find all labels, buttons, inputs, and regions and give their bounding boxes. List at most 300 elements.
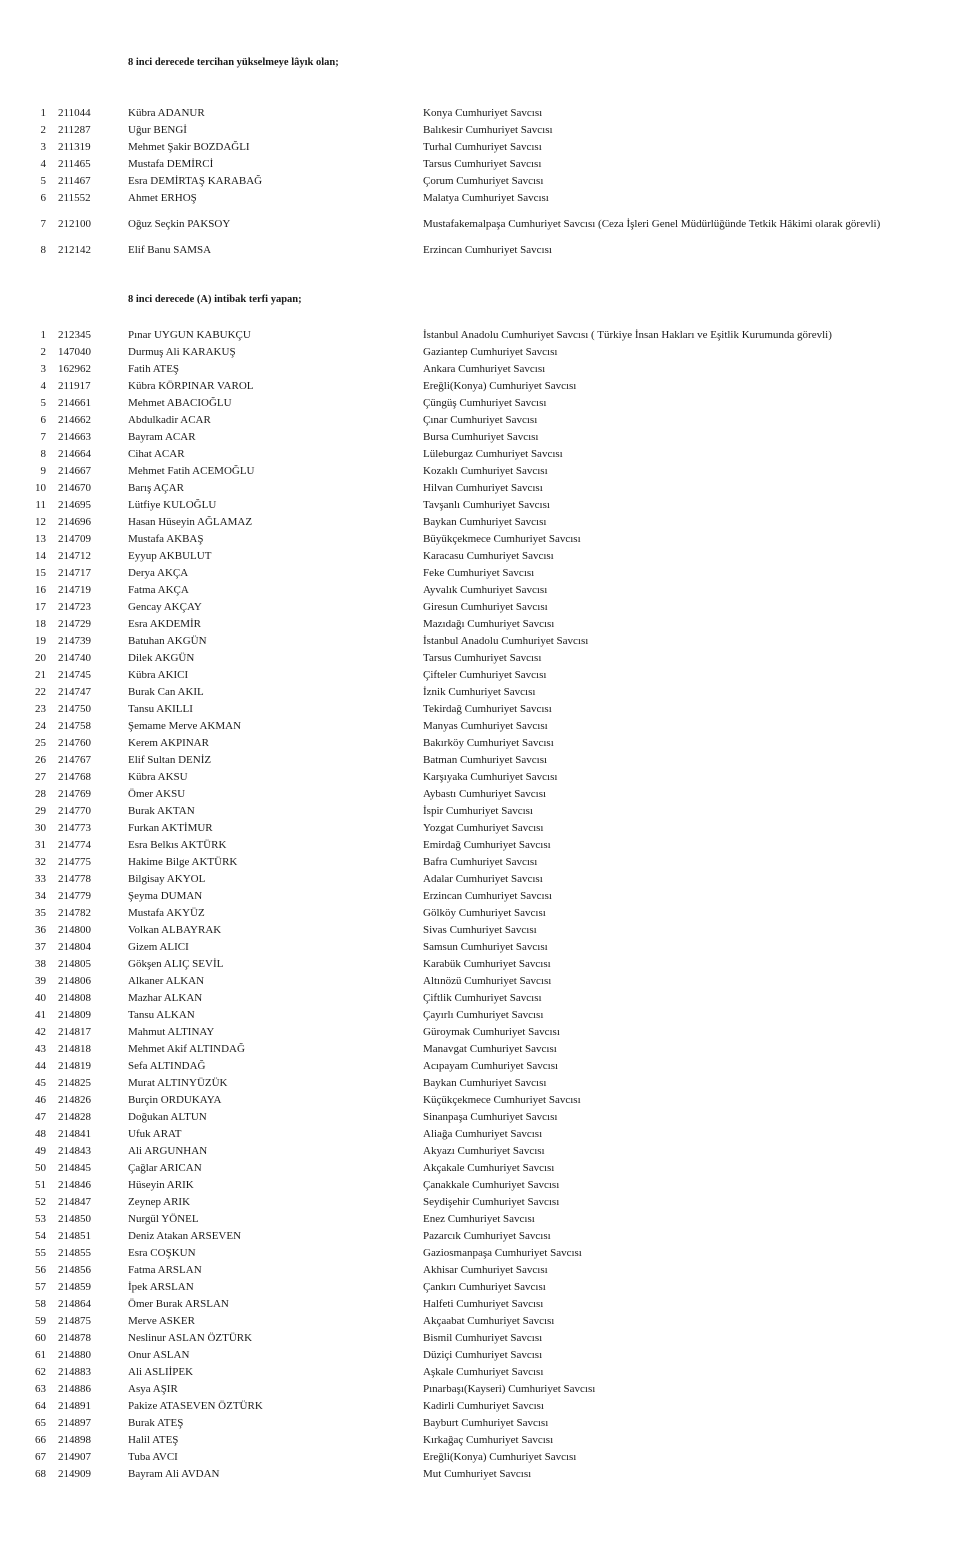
office-title: Erzincan Cumhuriyet Savcısı: [423, 244, 552, 256]
table-row: [0, 156, 960, 173]
table-row: [0, 1313, 960, 1330]
row-number: 53: [35, 1213, 46, 1225]
row-number: 7: [40, 431, 46, 443]
office-title: Çınar Cumhuriyet Savcısı: [423, 414, 538, 426]
person-name: Ali ASLIİPEK: [128, 1366, 194, 1378]
office-title: Balıkesir Cumhuriyet Savcısı: [423, 124, 553, 136]
office-title: Manyas Cumhuriyet Savcısı: [423, 720, 548, 732]
office-title: Ereğli(Konya) Cumhuriyet Savcısı: [423, 1451, 577, 1463]
row-number: 9: [40, 465, 46, 477]
table-row: [0, 905, 960, 922]
registry-number: 214779: [58, 890, 91, 902]
table-row: [0, 1092, 960, 1109]
registry-number: 214760: [58, 737, 91, 749]
table-row: [0, 1058, 960, 1075]
office-title: Kırkağaç Cumhuriyet Savcısı: [423, 1434, 554, 1446]
office-title: Yozgat Cumhuriyet Savcısı: [423, 822, 544, 834]
registry-number: 214745: [58, 669, 91, 681]
registry-number: 214667: [58, 465, 91, 477]
person-name: Fatma AKÇA: [128, 584, 189, 596]
table-row: [0, 735, 960, 752]
row-number: 3: [40, 141, 46, 153]
office-title: Giresun Cumhuriyet Savcısı: [423, 601, 548, 613]
office-title: Gölköy Cumhuriyet Savcısı: [423, 907, 546, 919]
registry-number: 214806: [58, 975, 91, 987]
row-number: 40: [35, 992, 46, 1004]
registry-number: 214719: [58, 584, 91, 596]
registry-number: 214851: [58, 1230, 91, 1242]
table-row: [0, 1041, 960, 1058]
office-title: İspir Cumhuriyet Savcısı: [423, 805, 533, 817]
row-number: 12: [35, 516, 46, 528]
registry-number: 214664: [58, 448, 91, 460]
registry-number: 214739: [58, 635, 91, 647]
office-title: Mazıdağı Cumhuriyet Savcısı: [423, 618, 555, 630]
person-name: Gökşen ALIÇ SEVİL: [128, 958, 224, 970]
office-title: Akçaabat Cumhuriyet Savcısı: [423, 1315, 555, 1327]
table-row: [0, 1381, 960, 1398]
registry-number: 214805: [58, 958, 91, 970]
office-title: Kadirli Cumhuriyet Savcısı: [423, 1400, 544, 1412]
row-number: 8: [40, 448, 46, 460]
table-row: [0, 1143, 960, 1160]
person-name: Volkan ALBAYRAK: [128, 924, 222, 936]
registry-number: 214878: [58, 1332, 91, 1344]
registry-number: 214843: [58, 1145, 91, 1157]
registry-number: 214804: [58, 941, 91, 953]
row-number: 29: [35, 805, 46, 817]
person-name: Doğukan ALTUN: [128, 1111, 207, 1123]
registry-number: 214898: [58, 1434, 91, 1446]
person-name: Hasan Hüseyin AĞLAMAZ: [128, 516, 253, 528]
section2-heading: 8 inci derecede (A) intibak terfi yapan;: [128, 294, 302, 305]
office-title: İstanbul Anadolu Cumhuriyet Savcısı: [423, 635, 589, 647]
table-row: [0, 820, 960, 837]
office-title: Aşkale Cumhuriyet Savcısı: [423, 1366, 544, 1378]
registry-number: 162962: [58, 363, 91, 375]
person-name: Ali ARGUNHAN: [128, 1145, 208, 1157]
row-number: 44: [35, 1060, 46, 1072]
table-row: [0, 1024, 960, 1041]
registry-number: 214845: [58, 1162, 91, 1174]
person-name: Bilgisay AKYOL: [128, 873, 206, 885]
table-row: [0, 216, 960, 233]
person-name: Nurgül YÖNEL: [128, 1213, 199, 1225]
person-name: Elif Sultan DENİZ: [128, 754, 212, 766]
office-title: Sivas Cumhuriyet Savcısı: [423, 924, 537, 936]
registry-number: 214875: [58, 1315, 91, 1327]
registry-number: 211467: [58, 175, 91, 187]
person-name: Ömer AKSU: [128, 788, 186, 800]
row-number: 48: [35, 1128, 46, 1140]
table-row: [0, 718, 960, 735]
row-number: 13: [35, 533, 46, 545]
person-name: Mustafa AKBAŞ: [128, 533, 204, 545]
registry-number: 214767: [58, 754, 91, 766]
row-number: 8: [40, 244, 46, 256]
row-number: 59: [35, 1315, 46, 1327]
table-row: [0, 1364, 960, 1381]
table-row: [0, 242, 960, 259]
table-row: [0, 514, 960, 531]
table-row: [0, 480, 960, 497]
table-row: [0, 344, 960, 361]
office-title: Ayvalık Cumhuriyet Savcısı: [423, 584, 548, 596]
registry-number: 214758: [58, 720, 91, 732]
row-number: 63: [35, 1383, 46, 1395]
registry-number: 212100: [58, 218, 91, 230]
registry-number: 211287: [58, 124, 91, 136]
person-name: Çağlar ARICAN: [128, 1162, 202, 1174]
table-row: [0, 139, 960, 156]
registry-number: 214712: [58, 550, 91, 562]
person-name: Mahmut ALTINAY: [128, 1026, 215, 1038]
table-row: [0, 701, 960, 718]
office-title: Gaziantep Cumhuriyet Savcısı: [423, 346, 558, 358]
office-title: Gaziosmanpaşa Cumhuriyet Savcısı: [423, 1247, 582, 1259]
registry-number: 214740: [58, 652, 91, 664]
registry-number: 214907: [58, 1451, 91, 1463]
table-row: [0, 990, 960, 1007]
person-name: Burçin ORDUKAYA: [128, 1094, 222, 1106]
office-title: Düziçi Cumhuriyet Savcısı: [423, 1349, 543, 1361]
office-title: Acıpayam Cumhuriyet Savcısı: [423, 1060, 559, 1072]
table-row: [0, 1347, 960, 1364]
registry-number: 214778: [58, 873, 91, 885]
person-name: Bayram Ali AVDAN: [128, 1468, 220, 1480]
person-name: Gizem ALICI: [128, 941, 189, 953]
row-number: 2: [40, 346, 46, 358]
row-number: 32: [35, 856, 46, 868]
registry-number: 214747: [58, 686, 91, 698]
office-title: Erzincan Cumhuriyet Savcısı: [423, 890, 552, 902]
table-row: [0, 1177, 960, 1194]
registry-number: 214859: [58, 1281, 91, 1293]
office-title: Karacasu Cumhuriyet Savcısı: [423, 550, 554, 562]
table-row: [0, 1449, 960, 1466]
table-row: [0, 378, 960, 395]
row-number: 65: [35, 1417, 46, 1429]
person-name: Mustafa DEMİRCİ: [128, 158, 214, 170]
registry-number: 211552: [58, 192, 91, 204]
row-number: 5: [40, 175, 46, 187]
office-title: Tarsus Cumhuriyet Savcısı: [423, 158, 542, 170]
row-number: 66: [35, 1434, 46, 1446]
office-title: İstanbul Anadolu Cumhuriyet Savcısı ( Türkiye İnsan Hakları ve Eşitlik Kurumunda görevli): [423, 329, 832, 341]
office-title: Lüleburgaz Cumhuriyet Savcısı: [423, 448, 563, 460]
table-row: [0, 395, 960, 412]
registry-number: 214800: [58, 924, 91, 936]
registry-number: 214819: [58, 1060, 91, 1072]
person-name: Burak AKTAN: [128, 805, 195, 817]
row-number: 46: [35, 1094, 46, 1106]
row-number: 24: [35, 720, 46, 732]
person-name: Eyyup AKBULUT: [128, 550, 212, 562]
row-number: 1: [40, 329, 46, 341]
row-number: 22: [35, 686, 46, 698]
table-row: [0, 1466, 960, 1483]
person-name: Mehmet Fatih ACEMOĞLU: [128, 465, 255, 477]
office-title: Feke Cumhuriyet Savcısı: [423, 567, 535, 579]
person-name: Hakime Bilge AKTÜRK: [128, 856, 238, 868]
registry-number: 214808: [58, 992, 91, 1004]
row-number: 23: [35, 703, 46, 715]
office-title: Küçükçekmece Cumhuriyet Savcısı: [423, 1094, 581, 1106]
row-number: 15: [35, 567, 46, 579]
office-title: Enez Cumhuriyet Savcısı: [423, 1213, 535, 1225]
table-row: [0, 1160, 960, 1177]
office-title: Aybastı Cumhuriyet Savcısı: [423, 788, 547, 800]
table-row: [0, 650, 960, 667]
registry-number: 214864: [58, 1298, 91, 1310]
person-name: Cihat ACAR: [128, 448, 185, 460]
office-title: Çifteler Cumhuriyet Savcısı: [423, 669, 547, 681]
registry-number: 214847: [58, 1196, 91, 1208]
person-name: Şeyma DUMAN: [128, 890, 203, 902]
registry-number: 214825: [58, 1077, 91, 1089]
person-name: Ömer Burak ARSLAN: [128, 1298, 229, 1310]
person-name: Mustafa AKYÜZ: [128, 907, 205, 919]
office-title: Baykan Cumhuriyet Savcısı: [423, 1077, 547, 1089]
registry-number: 214828: [58, 1111, 91, 1123]
person-name: Pakize ATASEVEN ÖZTÜRK: [128, 1400, 263, 1412]
table-row: [0, 1296, 960, 1313]
registry-number: 214661: [58, 397, 91, 409]
table-row: [0, 1075, 960, 1092]
person-name: Fatih ATEŞ: [128, 363, 180, 375]
office-title: Manavgat Cumhuriyet Savcısı: [423, 1043, 557, 1055]
person-name: Dilek AKGÜN: [128, 652, 195, 664]
office-title: Bakırköy Cumhuriyet Savcısı: [423, 737, 554, 749]
office-title: Sinanpaşa Cumhuriyet Savcısı: [423, 1111, 558, 1123]
registry-number: 214883: [58, 1366, 91, 1378]
table-row: [0, 616, 960, 633]
table-row: [0, 1432, 960, 1449]
office-title: Tavşanlı Cumhuriyet Savcısı: [423, 499, 550, 511]
table-row: [0, 1262, 960, 1279]
office-title: Seydişehir Cumhuriyet Savcısı: [423, 1196, 560, 1208]
person-name: Burak Can AKIL: [128, 686, 204, 698]
row-number: 26: [35, 754, 46, 766]
person-name: Kübra KÖRPINAR VAROL: [128, 380, 254, 392]
row-number: 39: [35, 975, 46, 987]
row-number: 56: [35, 1264, 46, 1276]
table-row: [0, 1415, 960, 1432]
office-title: Tekirdağ Cumhuriyet Savcısı: [423, 703, 552, 715]
table-row: [0, 497, 960, 514]
person-name: Bayram ACAR: [128, 431, 196, 443]
row-number: 17: [35, 601, 46, 613]
row-number: 7: [40, 218, 46, 230]
registry-number: 212345: [58, 329, 91, 341]
person-name: Tuba AVCI: [128, 1451, 178, 1463]
row-number: 6: [40, 414, 46, 426]
registry-number: 211465: [58, 158, 91, 170]
person-name: Mazhar ALKAN: [128, 992, 203, 1004]
person-name: Deniz Atakan ARSEVEN: [128, 1230, 242, 1242]
registry-number: 214750: [58, 703, 91, 715]
registry-number: 211044: [58, 107, 91, 119]
row-number: 6: [40, 192, 46, 204]
row-number: 30: [35, 822, 46, 834]
office-title: Halfeti Cumhuriyet Savcısı: [423, 1298, 544, 1310]
registry-number: 214841: [58, 1128, 91, 1140]
registry-number: 214662: [58, 414, 91, 426]
person-name: Esra AKDEMİR: [128, 618, 202, 630]
registry-number: 211319: [58, 141, 91, 153]
table-row: [0, 888, 960, 905]
row-number: 67: [35, 1451, 46, 1463]
table-row: [0, 582, 960, 599]
table-row: [0, 1211, 960, 1228]
registry-number: 214809: [58, 1009, 91, 1021]
person-name: Ufuk ARAT: [128, 1128, 182, 1140]
person-name: İpek ARSLAN: [128, 1281, 194, 1293]
table-row: [0, 599, 960, 616]
office-title: Pazarcık Cumhuriyet Savcısı: [423, 1230, 551, 1242]
person-name: Lütfiye KULOĞLU: [128, 499, 217, 511]
office-title: Tarsus Cumhuriyet Savcısı: [423, 652, 542, 664]
row-number: 64: [35, 1400, 46, 1412]
registry-number: 212142: [58, 244, 91, 256]
office-title: Büyükçekmece Cumhuriyet Savcısı: [423, 533, 581, 545]
person-name: Alkaner ALKAN: [128, 975, 205, 987]
table-row: [0, 173, 960, 190]
row-number: 38: [35, 958, 46, 970]
row-number: 31: [35, 839, 46, 851]
office-title: Ereğli(Konya) Cumhuriyet Savcısı: [423, 380, 577, 392]
person-name: Kübra AKSU: [128, 771, 188, 783]
registry-number: 214886: [58, 1383, 91, 1395]
registry-number: 147040: [58, 346, 91, 358]
person-name: Şemame Merve AKMAN: [128, 720, 242, 732]
table-row: [0, 752, 960, 769]
office-title: Çüngüş Cumhuriyet Savcısı: [423, 397, 547, 409]
table-row: [0, 939, 960, 956]
person-name: Mehmet Akif ALTINDAĞ: [128, 1043, 245, 1055]
office-title: Altınözü Cumhuriyet Savcısı: [423, 975, 552, 987]
row-number: 19: [35, 635, 46, 647]
person-name: Batuhan AKGÜN: [128, 635, 207, 647]
table-row: [0, 871, 960, 888]
registry-number: 214709: [58, 533, 91, 545]
office-title: Çanakkale Cumhuriyet Savcısı: [423, 1179, 560, 1191]
office-title: İznik Cumhuriyet Savcısı: [423, 686, 536, 698]
row-number: 14: [35, 550, 46, 562]
table-row: [0, 1245, 960, 1262]
registry-number: 214891: [58, 1400, 91, 1412]
row-number: 20: [35, 652, 46, 664]
person-name: Esra DEMİRTAŞ KARABAĞ: [128, 175, 263, 187]
row-number: 21: [35, 669, 46, 681]
person-name: Durmuş Ali KARAKUŞ: [128, 346, 236, 358]
row-number: 58: [35, 1298, 46, 1310]
person-name: Kübra AKICI: [128, 669, 189, 681]
table-row: [0, 973, 960, 990]
table-row: [0, 633, 960, 650]
registry-number: 214774: [58, 839, 91, 851]
table-row: [0, 105, 960, 122]
person-name: Gencay AKÇAY: [128, 601, 202, 613]
office-title: Akhisar Cumhuriyet Savcısı: [423, 1264, 548, 1276]
registry-number: 214909: [58, 1468, 91, 1480]
person-name: Burak ATEŞ: [128, 1417, 184, 1429]
person-name: Onur ASLAN: [128, 1349, 190, 1361]
person-name: Mehmet ABACIOĞLU: [128, 397, 232, 409]
registry-number: 214723: [58, 601, 91, 613]
registry-number: 214818: [58, 1043, 91, 1055]
office-title: Kozaklı Cumhuriyet Savcısı: [423, 465, 548, 477]
person-name: Murat ALTINYÜZÜK: [128, 1077, 228, 1089]
row-number: 27: [35, 771, 46, 783]
office-title: Çorum Cumhuriyet Savcısı: [423, 175, 544, 187]
table-row: [0, 565, 960, 582]
section2-list: [0, 327, 960, 1483]
office-title: Çiftlik Cumhuriyet Savcısı: [423, 992, 542, 1004]
row-number: 51: [35, 1179, 46, 1191]
registry-number: 214768: [58, 771, 91, 783]
row-number: 41: [35, 1009, 46, 1021]
section1-list: [0, 105, 960, 259]
table-row: [0, 769, 960, 786]
table-row: [0, 412, 960, 429]
table-row: [0, 531, 960, 548]
office-title: Akçakale Cumhuriyet Savcısı: [423, 1162, 555, 1174]
row-number: 49: [35, 1145, 46, 1157]
office-title: Mut Cumhuriyet Savcısı: [423, 1468, 532, 1480]
office-title: Malatya Cumhuriyet Savcısı: [423, 192, 549, 204]
person-name: Hüseyin ARIK: [128, 1179, 194, 1191]
table-row: [0, 1007, 960, 1024]
person-name: Esra COŞKUN: [128, 1247, 196, 1259]
table-row: [0, 1279, 960, 1296]
office-title: Pınarbaşı(Kayseri) Cumhuriyet Savcısı: [423, 1383, 596, 1395]
office-title: Ankara Cumhuriyet Savcısı: [423, 363, 546, 375]
person-name: Mehmet Şakir BOZDAĞLI: [128, 141, 250, 153]
registry-number: 214770: [58, 805, 91, 817]
table-row: [0, 361, 960, 378]
table-row: [0, 1330, 960, 1347]
registry-number: 214856: [58, 1264, 91, 1276]
person-name: Abdulkadir ACAR: [128, 414, 211, 426]
row-number: 36: [35, 924, 46, 936]
table-row: [0, 327, 960, 344]
row-number: 68: [35, 1468, 46, 1480]
row-number: 43: [35, 1043, 46, 1055]
registry-number: 211917: [58, 380, 91, 392]
table-row: [0, 1398, 960, 1415]
office-title: Bayburt Cumhuriyet Savcısı: [423, 1417, 549, 1429]
office-title: Karşıyaka Cumhuriyet Savcısı: [423, 771, 558, 783]
registry-number: 214817: [58, 1026, 91, 1038]
table-row: [0, 837, 960, 854]
table-row: [0, 854, 960, 871]
registry-number: 214670: [58, 482, 91, 494]
table-row: [0, 684, 960, 701]
row-number: 57: [35, 1281, 46, 1293]
office-title: Çankırı Cumhuriyet Savcısı: [423, 1281, 546, 1293]
registry-number: 214695: [58, 499, 91, 511]
registry-number: 214897: [58, 1417, 91, 1429]
registry-number: 214850: [58, 1213, 91, 1225]
office-title: Güroymak Cumhuriyet Savcısı: [423, 1026, 560, 1038]
office-title: Baykan Cumhuriyet Savcısı: [423, 516, 547, 528]
person-name: Pınar UYGUN KABUKÇU: [128, 329, 251, 341]
person-name: Neslinur ASLAN ÖZTÜRK: [128, 1332, 253, 1344]
registry-number: 214855: [58, 1247, 91, 1259]
registry-number: 214663: [58, 431, 91, 443]
row-number: 10: [35, 482, 46, 494]
